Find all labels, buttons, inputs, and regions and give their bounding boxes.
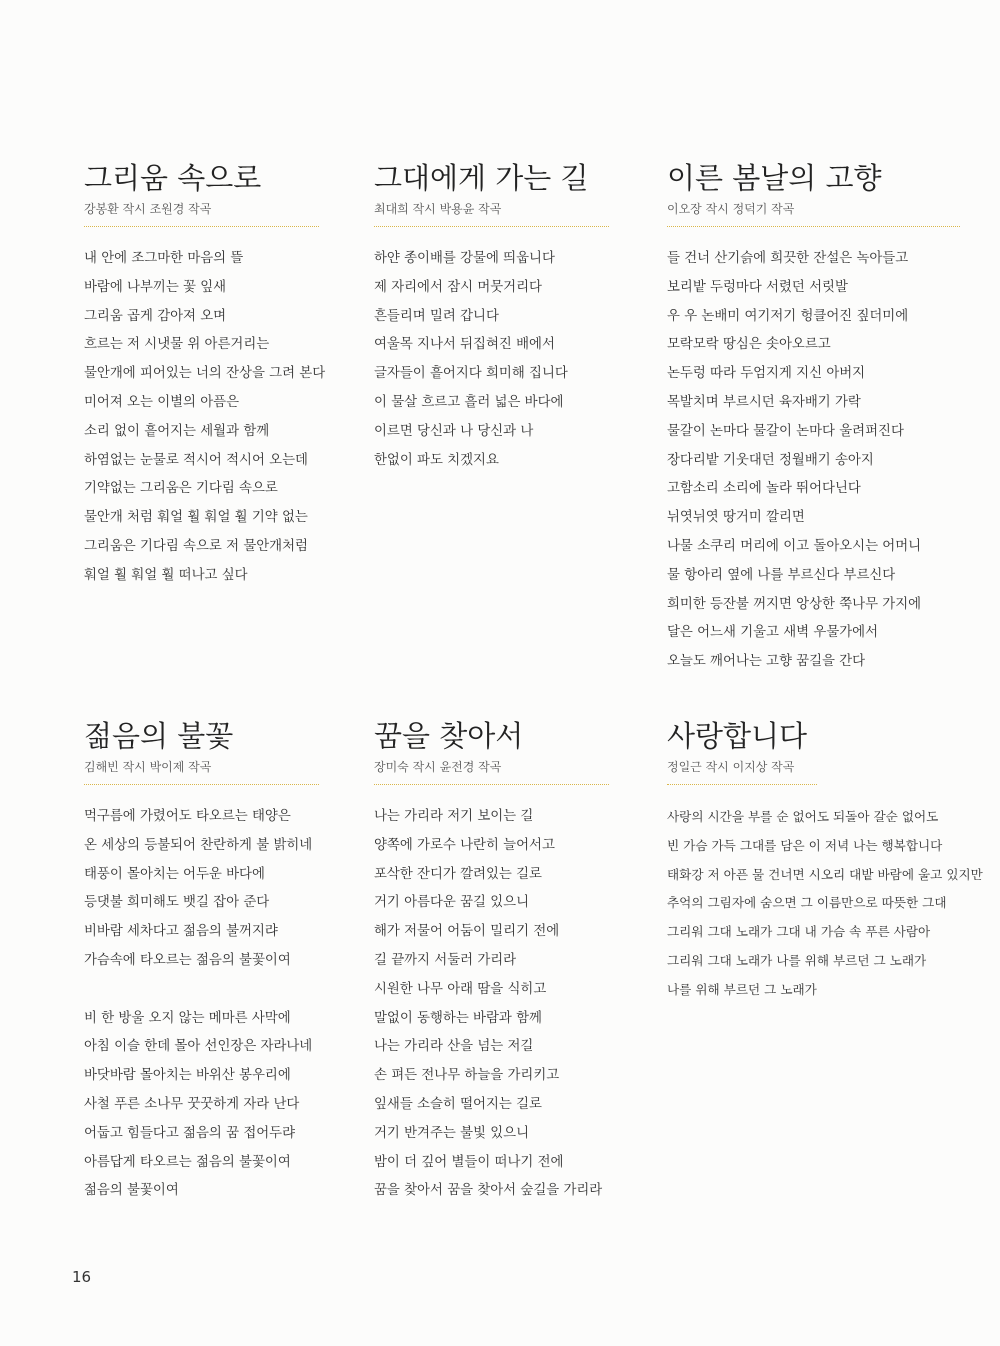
dotted-divider — [374, 226, 609, 227]
lyric-line: 들 건너 산기슭에 희끗한 잔설은 녹아들고 — [667, 251, 909, 266]
lyric-line: 달은 어느새 기울고 새벽 우물가에서 — [667, 625, 879, 641]
lyric-line: 뉘엿뉘엿 땅거미 깔리면 — [667, 510, 805, 526]
song-credit: 장미숙 작시 윤전경 작곡 — [374, 760, 502, 774]
lyric-line: 온 세상의 등불되어 찬란하게 불 밝히네 — [84, 837, 313, 853]
lyric-line: 고함소리 소리에 놀라 뛰어다닌다 — [667, 481, 861, 497]
song-credit: 강봉환 작시 조원경 작곡 — [84, 202, 212, 216]
lyric-line: 제 자리에서 잠시 머뭇거리다 — [374, 279, 542, 295]
lyric-line: 물안개에 피어있는 너의 잔상을 그려 본다 — [84, 366, 326, 382]
lyric-line: 해가 저물어 어둠이 밀리기 전에 — [374, 924, 560, 940]
lyric-line: 나는 가리라 산을 넘는 저길 — [374, 1039, 534, 1055]
lyric-line: 말없이 동행하는 바람과 함께 — [374, 1010, 542, 1026]
lyric-line: 목발치며 부르시던 육자배기 가락 — [667, 394, 861, 410]
lyric-line: 아름답게 타오르는 젊음의 불꽃이여 — [84, 1154, 291, 1170]
lyric-line: 여울목 지나서 뒤집혀진 배에서 — [374, 337, 555, 353]
lyrics-list — [84, 803, 319, 1206]
song-block-5 — [374, 718, 609, 1206]
lyric-line: 등댓불 희미해도 뱃길 잡아 준다 — [84, 895, 270, 911]
lyric-line: 우 우 논배미 여기저기 헝클어진 짚더미에 — [667, 308, 909, 324]
lyric-line: 그리워 그대 노래가 그대 내 가슴 속 푸른 사람아 — [667, 924, 931, 940]
lyric-line: 손 펴든 전나무 하늘을 가리키고 — [374, 1068, 560, 1084]
lyric-line: 사랑의 시간을 부를 순 없어도 되돌아 갈순 없어도 — [667, 809, 939, 824]
dotted-divider — [374, 784, 609, 785]
lyric-line: 하염없는 눈물로 적시어 적시어 오는데 — [84, 452, 308, 468]
lyric-line: 시원한 나무 아래 땀을 식히고 — [374, 981, 547, 997]
lyric-line: 나물 소쿠리 머리에 이고 돌아오시는 어머니 — [667, 538, 922, 554]
song-block-1 — [84, 160, 325, 591]
lyric-line: 물갈이 논마다 물갈이 논마다 울려퍼진다 — [667, 423, 904, 439]
lyric-line: 포삭한 잔디가 깔려있는 길로 — [374, 866, 542, 882]
lyric-line: 글자들이 흩어지다 희미해 집니다 — [374, 366, 568, 382]
lyric-line: 그리움은 기다림 속으로 저 물안개처럼 — [84, 538, 308, 554]
lyric-line: 그리워 그대 노래가 나를 위해 부르던 그 노래가 — [667, 952, 927, 968]
lyrics-list — [667, 245, 960, 677]
lyric-line: 태풍이 몰아치는 어두운 바다에 — [84, 866, 265, 882]
song-block-3 — [667, 160, 960, 677]
lyric-line: 나는 가리라 저기 보이는 길 — [374, 809, 534, 824]
song-block-6 — [667, 718, 983, 1005]
song-credit: 이오장 작시 정덕기 작곡 — [667, 202, 795, 216]
lyric-line: 물 항아리 옆에 나를 부르신다 부르신다 — [667, 567, 896, 583]
lyric-line: 빈 가슴 가득 그대를 담은 이 저녁 나는 행복합니다 — [667, 837, 943, 853]
song-title: 그리움 속으로 — [84, 161, 262, 195]
lyric-line: 잎새들 소슬히 떨어지는 길로 — [374, 1096, 542, 1112]
lyric-line: 나를 위해 부르던 그 노래가 — [667, 981, 817, 997]
song-title: 사랑합니다 — [667, 719, 808, 753]
lyric-line: 바닷바람 몰아치는 바위산 봉우리에 — [84, 1068, 291, 1084]
song-credit: 최대희 작시 박용윤 작곡 — [374, 202, 502, 216]
lyric-line: 희미한 등잔불 꺼지면 앙상한 쭉나무 가지에 — [667, 596, 922, 612]
lyric-line: 비바람 세차다고 젊음의 불꺼지랴 — [84, 924, 278, 940]
song-title: 그대에게 가는 길 — [374, 161, 589, 195]
song-block-2 — [374, 160, 609, 475]
lyric-line: 모락모락 땅심은 솟아오르고 — [667, 337, 831, 353]
lyric-line: 보리밭 두렁마다 서렸던 서릿발 — [667, 279, 848, 295]
lyrics-list — [667, 803, 983, 1005]
lyric-line: 논두렁 따라 두엄지게 지신 아버지 — [667, 366, 866, 382]
lyric-line: 장다리밭 기웃대던 정월배기 송아지 — [667, 452, 874, 468]
song-block-4 — [84, 718, 319, 1206]
lyric-line: 거기 반겨주는 불빛 있으니 — [374, 1125, 530, 1141]
lyric-line: 태화강 저 아픈 물 건너면 시오리 대밭 바람에 울고 있지만 — [667, 866, 983, 882]
lyric-line: 어둡고 힘들다고 젊음의 꿈 접어두랴 — [84, 1125, 296, 1141]
lyric-line: 가슴속에 타오르는 젊음의 불꽃이여 — [84, 952, 291, 968]
lyric-line: 오늘도 깨어나는 고향 꿈길을 간다 — [667, 654, 866, 670]
lyric-line: 물안개 처럼 훠얼 훨 훠얼 훨 기약 없는 — [84, 510, 308, 526]
dotted-divider — [667, 226, 960, 227]
lyric-line: 길 끝까지 서둘러 가리라 — [374, 952, 517, 968]
lyric-line: 흐르는 저 시냇물 위 아른거리는 — [84, 337, 270, 353]
lyric-line: 내 안에 조그마한 마음의 뜰 — [84, 251, 244, 266]
page-number: 16 — [72, 1268, 92, 1286]
lyric-line: 소리 없이 흩어지는 세월과 함께 — [84, 423, 270, 439]
lyrics-list — [374, 245, 609, 475]
lyric-line: 한없이 파도 치겠지요 — [374, 452, 499, 468]
lyrics-list — [374, 803, 609, 1206]
lyric-line: 아침 이슬 한데 몰아 선인장은 자라나네 — [84, 1039, 313, 1055]
lyric-line — [84, 976, 319, 1005]
lyric-line: 먹구름에 가렸어도 타오르는 태양은 — [84, 809, 291, 824]
lyric-line: 미어져 오는 이별의 아픔은 — [84, 394, 240, 410]
song-credit: 정일근 작시 이지상 작곡 — [667, 760, 795, 774]
lyric-line: 훠얼 훨 훠얼 훨 떠나고 싶다 — [84, 567, 248, 583]
lyric-line: 사철 푸른 소나무 꿋꿋하게 자라 난다 — [84, 1096, 300, 1112]
lyrics-list — [84, 245, 325, 591]
song-credit: 김해빈 작시 박이제 작곡 — [84, 760, 212, 774]
lyric-line: 양쪽에 가로수 나란히 늘어서고 — [374, 837, 555, 853]
dotted-divider — [667, 784, 817, 785]
lyric-line: 이 물살 흐르고 흘러 넓은 바다에 — [374, 394, 564, 410]
dotted-divider — [84, 226, 319, 227]
lyric-line: 꿈을 찾아서 꿈을 찾아서 숲길을 가리라 — [374, 1183, 603, 1199]
lyric-line: 하얀 종이배를 강물에 띄웁니다 — [374, 251, 555, 266]
lyric-line: 밤이 더 깊어 별들이 떠나기 전에 — [374, 1154, 564, 1170]
lyric-line: 바람에 나부끼는 꽃 잎새 — [84, 279, 227, 295]
dotted-divider — [84, 784, 319, 785]
lyric-line: 그리움 곱게 감아져 오며 — [84, 308, 227, 324]
lyric-line: 추억의 그림자에 숨으면 그 이름만으로 따뜻한 그대 — [667, 895, 947, 911]
song-title: 젊음의 불꽃 — [84, 719, 234, 753]
lyric-line: 젊음의 불꽃이여 — [84, 1183, 179, 1199]
lyric-line: 기약없는 그리움은 기다림 속으로 — [84, 481, 278, 497]
song-title: 꿈을 찾아서 — [374, 719, 524, 753]
song-title: 이른 봄날의 고향 — [667, 161, 882, 195]
lyric-line: 비 한 방울 오지 않는 메마른 사막에 — [84, 1010, 291, 1026]
lyric-line: 이르면 당신과 나 당신과 나 — [374, 423, 534, 439]
lyric-line: 흔들리며 밀려 갑니다 — [374, 308, 499, 324]
lyric-line: 거기 아름다운 꿈길 있으니 — [374, 895, 530, 911]
